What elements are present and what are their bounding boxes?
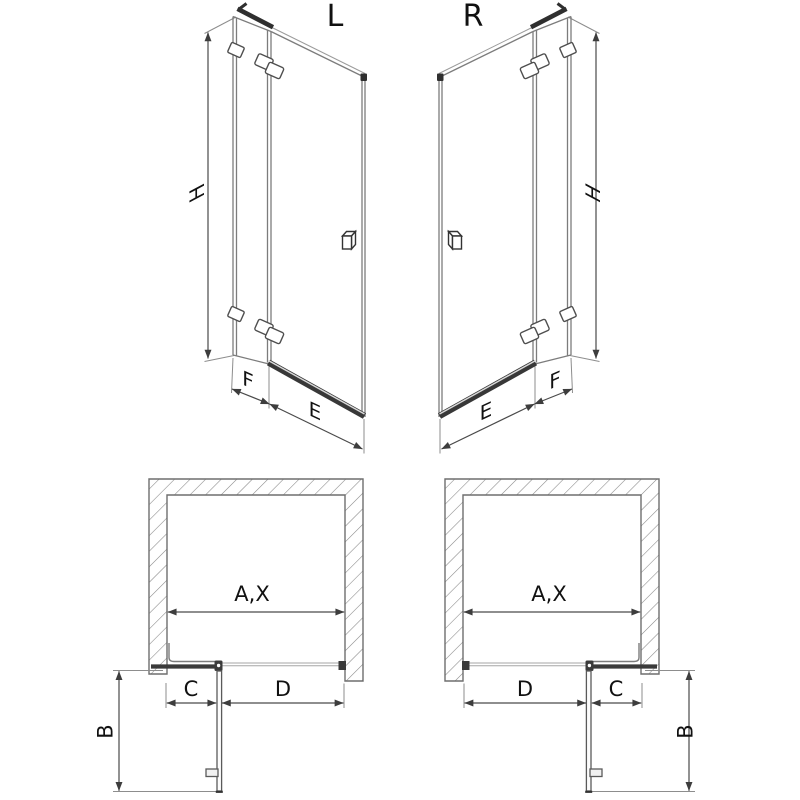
wall-clamp-bottom bbox=[227, 306, 244, 322]
front-view-left-geometry bbox=[205, 0, 368, 454]
edge-cap bbox=[361, 74, 368, 82]
pivot-pin bbox=[217, 664, 220, 667]
glass-panels bbox=[233, 17, 365, 418]
door-handle-plan bbox=[206, 769, 218, 777]
plan-view-right-geometry bbox=[462, 612, 698, 792]
plan-left-wall bbox=[149, 479, 363, 681]
dim-label-door-seg-left: D bbox=[274, 677, 292, 701]
dim-label-swing-right: B bbox=[673, 724, 698, 739]
dimension-lines bbox=[208, 33, 363, 450]
dim-label-door-left: E bbox=[308, 396, 322, 426]
dim-label-door-right: E bbox=[479, 396, 493, 426]
dim-label-fixed-right: F bbox=[549, 365, 561, 395]
dim-label-height-right: H bbox=[581, 179, 605, 207]
extension-lines bbox=[113, 671, 344, 792]
wall-clamp-top bbox=[227, 42, 244, 58]
dim-label-opening-right: A,X bbox=[531, 582, 567, 606]
extension-lines bbox=[205, 17, 365, 454]
header-profile bbox=[238, 9, 274, 27]
dim-label-fixed-seg-left: C bbox=[183, 677, 199, 701]
front-view-right-geometry bbox=[437, 0, 600, 454]
plan-right-wall bbox=[445, 479, 659, 681]
dim-label-door-seg-right: D bbox=[516, 677, 534, 701]
wall-profile bbox=[169, 643, 215, 662]
dim-label-height-left: H bbox=[185, 179, 209, 207]
dim-label-swing-left: B bbox=[93, 724, 118, 739]
dim-label-fixed-seg-right: C bbox=[608, 677, 624, 701]
door-top-profile bbox=[272, 28, 365, 74]
dim-label-opening-left: A,X bbox=[234, 582, 270, 606]
view-label-left: L bbox=[326, 0, 344, 34]
door-handle bbox=[343, 232, 356, 250]
track-wall-bracket bbox=[339, 661, 347, 670]
plan-view-left-geometry bbox=[113, 612, 346, 792]
view-label-right: R bbox=[462, 0, 484, 34]
dim-label-fixed-left: F bbox=[242, 365, 254, 395]
